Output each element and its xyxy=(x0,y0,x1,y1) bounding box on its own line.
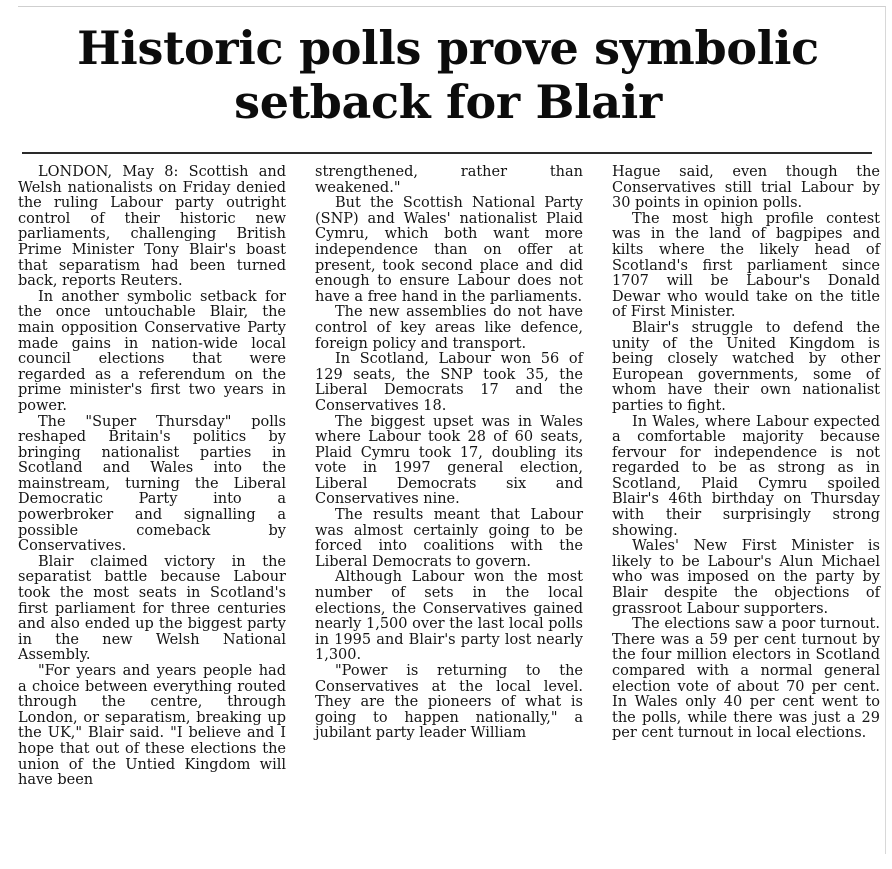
paragraph: Blair claimed victory in the separatist battle because Labour took the most seats in Scotland's first parliament for three centuries and also ended up the biggest party in the new Welsh National Assembly. xyxy=(18,553,286,664)
paragraph: The "Super Thursday" polls reshaped Britain's politics by bringing nationalist parties in Scotland and Wales into the mainstream, turning the Liberal Democratic Party into a powerbroker and signalling a possible comeback by Conservatives. xyxy=(18,413,286,555)
column-3 xyxy=(612,165,880,789)
paragraph: In Wales, where Labour expected a comfortable majority because fervour for independence is not regarded to be as strong as in Scotland, Plaid Cymru spoiled Blair's 46th birthday on Thursday with their surprisingly strong showing. xyxy=(612,413,880,539)
paragraph: The biggest upset was in Wales where Labour took 28 of 60 seats, Plaid Cymru took 17, doubling its vote in 1997 general election, Liberal Democrats six and Conservatives nine. xyxy=(315,413,583,508)
paragraph: strengthened, rather than weakened." xyxy=(315,164,583,196)
column-2 xyxy=(315,165,583,789)
paragraph: The new assemblies do not have control of key areas like defence, foreign policy and transport. xyxy=(315,304,583,352)
headline-rule xyxy=(22,152,872,154)
paragraph: Wales' New First Minister is likely to be Labour's Alun Michael who was imposed on the party by Blair despite the objections of grassroot Labour supporters. xyxy=(612,538,880,617)
paragraph: "Power is returning to the Conservatives at the local level. They are the pioneers of what is going to happen nationally," a jubilant party leader William xyxy=(315,663,583,742)
article-body xyxy=(18,165,880,789)
headline: Historic polls prove symbolic setback for Blair xyxy=(77,21,819,129)
paragraph: LONDON, May 8: Scottish and Welsh nationalists on Friday denied the ruling Labour party outright control of their historic new parliaments, challenging British Prime Minister Tony Blair's boast that separatism had been turned back, reports Reuters. xyxy=(18,164,286,290)
column-1 xyxy=(18,165,286,789)
paragraph: "For years and years people had a choice between everything routed through the centre, through London, or separatism, breaking up the UK," Blair said. "I believe and I hope that out of these elections the union of the Untied Kingdom will have been xyxy=(18,663,286,789)
paragraph: Although Labour won the most number of sets in the local elections, the Conservatives gained nearly 1,500 over the last local polls in 1995 and Blair's party lost nearly 1,300. xyxy=(315,569,583,664)
paragraph: Blair's struggle to defend the unity of the United Kingdom is being closely watched by other European governments, some of whom have their own nationalist parties to fight. xyxy=(612,319,880,414)
paragraph: Hague said, even though the Conservatives still trial Labour by 30 points in opinion polls. xyxy=(612,164,880,212)
paragraph: The most high profile contest was in the land of bagpipes and kilts where the likely head of Scotland's first parliament since 1707 will be Labour's Donald Dewar who would take on the title of First Minister. xyxy=(612,210,880,321)
paragraph: But the Scottish National Party (SNP) and Wales' nationalist Plaid Cymru, which both want more independence than on offer at present, took second place and did enough to ensure Labour does not have a free hand in the parliaments. xyxy=(315,195,583,305)
news-clipping xyxy=(18,6,886,854)
paragraph: In Scotland, Labour won 56 of 129 seats, the SNP took 35, the Liberal Democrats 17 and the Conservatives 18. xyxy=(315,351,583,414)
paragraph: In another symbolic setback for the once untouchable Blair, the main opposition Conservative Party made gains in nation-wide local council elections that were regarded as a referendum on the prime minister's first two years in power. xyxy=(18,288,286,414)
paragraph: The elections saw a poor turnout. There was a 59 per cent turnout by the four million electors in Scotland compared with a normal general election vote of about 70 per cent. In Wales only 40 per cent went to the polls, while there was just a 29 per cent turnout in local elections. xyxy=(612,616,880,742)
paragraph: The results meant that Labour was almost certainly going to be forced into coalitions with the Liberal Democrats to govern. xyxy=(315,507,583,570)
